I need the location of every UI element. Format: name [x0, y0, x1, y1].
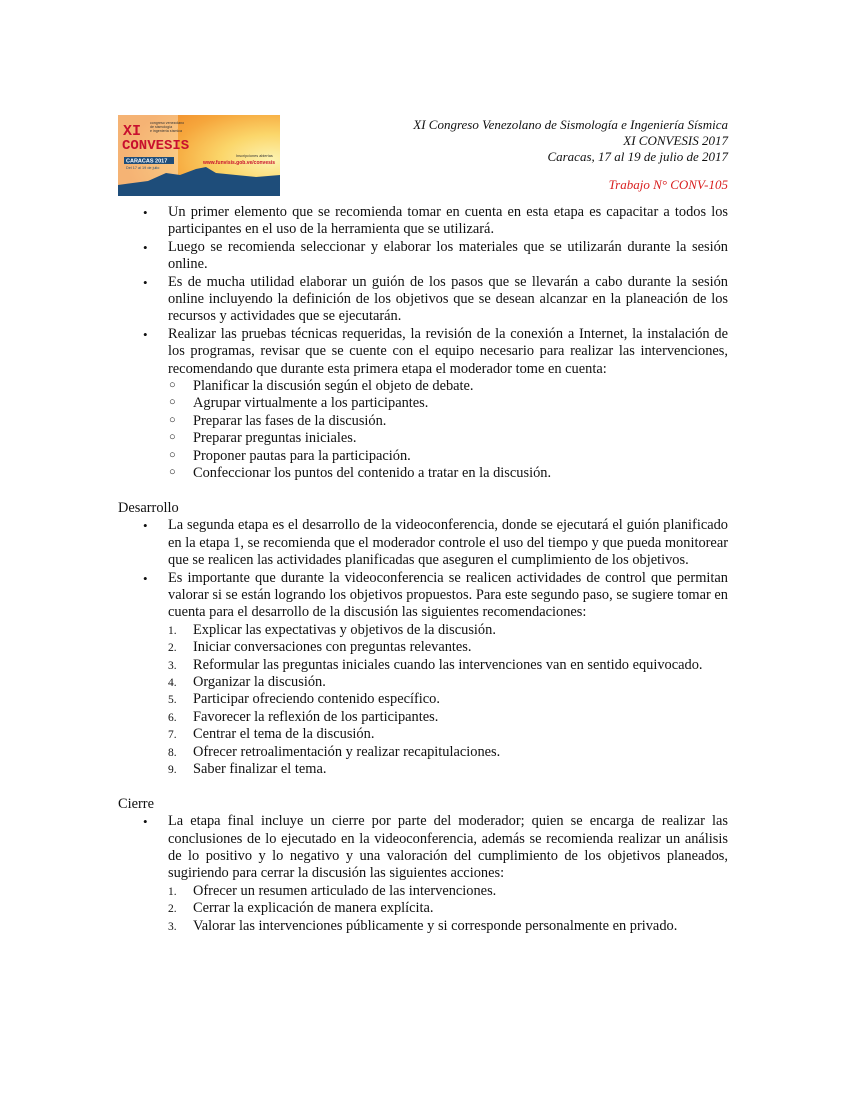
sub-bullet-item [118, 413, 728, 430]
numbered-item [118, 639, 728, 656]
numbered-item [118, 622, 728, 639]
logo-tagline-1: congreso venezolano [150, 121, 185, 125]
logo-roman: XI [123, 123, 142, 140]
item-text: Centrar el tema de la discusión. [193, 726, 375, 743]
numbered-item [118, 918, 728, 935]
bullet-marker: • [143, 274, 148, 290]
section-title-desarrollo: Desarrollo [118, 499, 179, 516]
bullet-item [118, 326, 728, 378]
sub-bullet-text: Agrupar virtualmente a los participantes. [193, 395, 429, 412]
logo-dates: Del 17 al 19 de julio [126, 166, 160, 170]
sub-bullet-marker: ○ [169, 396, 176, 409]
numbered-item [118, 709, 728, 726]
bullet-text: Es importante que durante la videoconferencia se realicen actividades de control que permitan valorar si se están logrando los objetivos propuestos. Para este segundo paso, se sugiere tomar en cuenta para el desarrollo de la discusión las siguientes recomendaciones: [168, 569, 728, 621]
section-title-cierre: Cierre [118, 795, 154, 812]
sub-bullet-item [118, 465, 728, 482]
bullet-marker: • [143, 570, 148, 586]
numbered-item [118, 744, 728, 761]
item-number: 6. [168, 711, 177, 724]
sub-bullet-item [118, 378, 728, 395]
desarrollo-numbered-list [118, 622, 728, 779]
bullet-item [118, 570, 728, 622]
item-number: 5. [168, 694, 177, 707]
document-body [118, 204, 728, 935]
numbered-item [118, 726, 728, 743]
item-number: 4. [168, 676, 177, 689]
cierre-numbered-list [118, 883, 728, 935]
convesis-logo [118, 115, 280, 196]
sub-bullet-text: Proponer pautas para la participación. [193, 447, 411, 464]
item-number: 1. [168, 885, 177, 898]
bullet-marker: • [143, 239, 148, 255]
bullet-item [118, 813, 728, 883]
logo-tagline-3: e ingeniería sísmica [150, 129, 182, 133]
item-number: 3. [168, 659, 177, 672]
bullet-item [118, 239, 728, 274]
bullet-marker: • [143, 814, 148, 830]
header-line-3: Caracas, 17 al 19 de julio de 2017 [547, 149, 728, 164]
numbered-item [118, 900, 728, 917]
item-number: 1. [168, 624, 177, 637]
item-text: Ofrecer un resumen articulado de las intervenciones. [193, 882, 497, 899]
sub-bullet-text: Preparar preguntas iniciales. [193, 430, 357, 447]
sub-bullet-item [118, 430, 728, 447]
bullet-item [118, 204, 728, 239]
header-line-2: XI CONVESIS 2017 [623, 133, 728, 148]
sub-bullet-item [118, 395, 728, 412]
numbered-item [118, 657, 728, 674]
bullet-marker: • [143, 326, 148, 342]
numbered-item [118, 674, 728, 691]
item-number: 8. [168, 746, 177, 759]
item-number: 2. [168, 903, 177, 916]
logo-tagline-2: de sismología [150, 125, 173, 129]
bullet-item [118, 274, 728, 326]
item-text: Organizar la discusión. [193, 673, 326, 690]
sub-bullet-item [118, 448, 728, 465]
sub-bullet-marker: ○ [169, 413, 176, 426]
bullet-text: Es de mucha utilidad elaborar un guión de los pasos que se llevarán a cabo durante la sesión online incluyendo la definición de los objetivos que se desean alcanzar en la planeación de los recursos y actividades que se ejecutarán. [168, 273, 728, 325]
bullet-text: La segunda etapa es el desarrollo de la videoconferencia, donde se ejecutará el guión planificado en la etapa 1, se recomienda que el moderador controle el uso del tiempo y que pueda monitorear que se realicen las actividades planificadas que aseguren el cumplimiento de los objetivos. [168, 517, 728, 569]
sub-bullet-text: Confeccionar los puntos del contenido a tratar en la discusión. [193, 465, 552, 482]
sub-bullet-marker: ○ [169, 466, 176, 479]
item-text: Iniciar conversaciones con preguntas relevantes. [193, 639, 472, 656]
sub-bullet-marker: ○ [169, 431, 176, 444]
bullet-text: Un primer elemento que se recomienda tomar en cuenta en esta etapa es capacitar a todos los participantes en el uso de la herramienta que se utilizará. [168, 204, 728, 238]
item-number: 2. [168, 642, 177, 655]
logo-name: CONVESIS [122, 138, 190, 154]
item-text: Valorar las intervenciones públicamente y si corresponde personalmente en privado. [193, 917, 678, 934]
item-text: Ofrecer retroalimentación y realizar recapitulaciones. [193, 743, 501, 760]
logo-inscriptions: Inscripciones abiertas [236, 154, 273, 158]
logo-city: CARACAS 2017 [126, 158, 168, 165]
numbered-item [118, 883, 728, 900]
item-text: Reformular las preguntas iniciales cuando las intervenciones van en sentido equivocado. [193, 656, 703, 673]
item-number: 7. [168, 729, 177, 742]
bullet-text: Realizar las pruebas técnicas requeridas, la revisión de la conexión a Internet, la instalación de los programas, revisar que se cuente con el equipo necesario para realizar las intervenciones, recomendando que durante esta primera etapa el moderador tome en cuenta: [168, 325, 728, 377]
header-line-1: XI Congreso Venezolano de Sismología e Ingeniería Sísmica [413, 117, 728, 132]
numbered-item [118, 691, 728, 708]
logo-url: www.funvisis.gob.ve/convesis [203, 160, 276, 166]
sub-bullet-marker: ○ [169, 379, 176, 392]
item-text: Participar ofreciendo contenido específico. [193, 691, 440, 708]
bullet-item [118, 517, 728, 569]
item-text: Cerrar la explicación de manera explícita. [193, 900, 434, 917]
conference-header [413, 117, 728, 193]
numbered-item [118, 761, 728, 778]
item-text: Saber finalizar el tema. [193, 760, 327, 777]
trabajo-number: Trabajo N° CONV-105 [608, 177, 728, 192]
item-number: 9. [168, 763, 177, 776]
item-text: Explicar las expectativas y objetivos de la discusión. [193, 621, 496, 638]
bullet-marker: • [143, 205, 148, 220]
bullet-marker: • [143, 518, 148, 534]
item-text: Favorecer la reflexión de los participantes. [193, 708, 439, 725]
sub-bullet-text: Planificar la discusión según el objeto de debate. [193, 378, 474, 395]
item-number: 3. [168, 920, 177, 933]
sub-bullet-marker: ○ [169, 448, 176, 461]
sub-bullet-text: Preparar las fases de la discusión. [193, 412, 387, 429]
bullet-text: Luego se recomienda seleccionar y elaborar los materiales que se utilizarán durante la sesión online. [168, 238, 728, 273]
bullet-text: La etapa final incluye un cierre por parte del moderador; quien se encarga de realizar las conclusiones de lo ejecutado en la videoconferencia, además se recomienda realizar un análisis de lo positivo y lo negativo y una valoración del cumplimiento de los objetivos planeados, sugiriendo para cerrar la discusión las siguientes acciones: [168, 813, 728, 882]
